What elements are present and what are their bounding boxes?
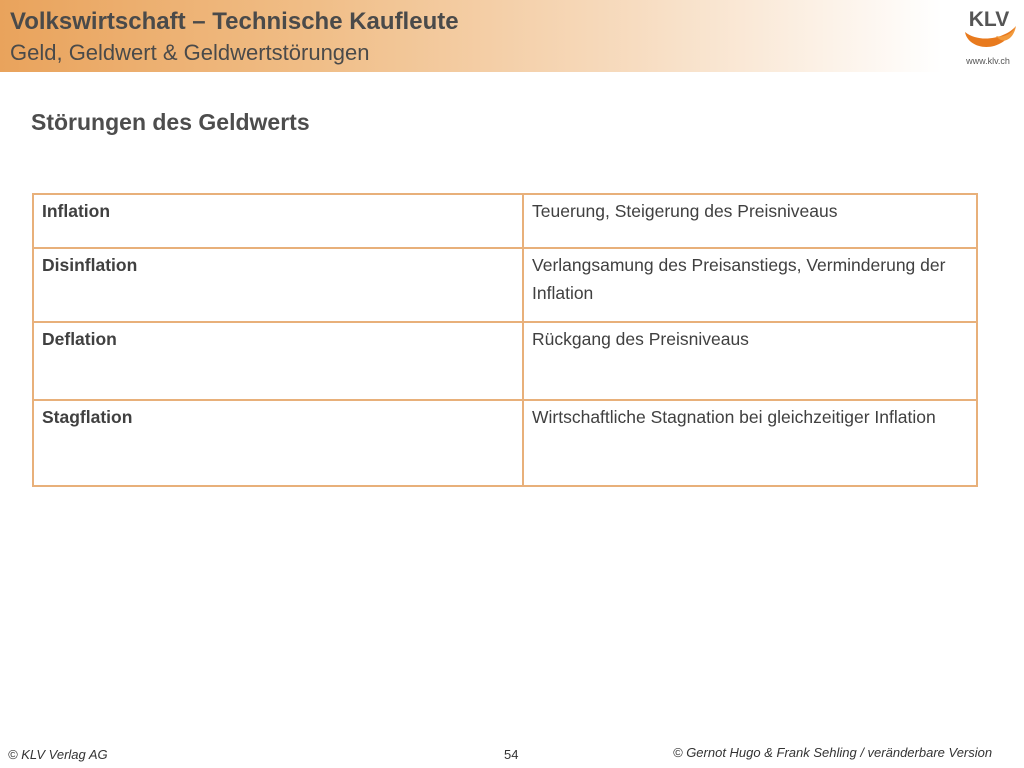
definition-cell: Rückgang des Preisniveaus (523, 322, 977, 400)
table-row (33, 400, 977, 486)
footer-copyright-authors: © Gernot Hugo & Frank Sehling / veränderbare Version (673, 745, 993, 760)
definition-cell: Wirtschaftliche Stagnation bei gleichzeitiger Inflation (523, 400, 977, 486)
footer-copyright-publisher: © KLV Verlag AG (8, 747, 108, 762)
logo-text: KLV (968, 8, 1010, 31)
table-row (33, 248, 977, 322)
term-cell: Inflation (33, 194, 523, 248)
term-cell: Disinflation (33, 248, 523, 322)
logo-website: www.klv.ch (966, 56, 1010, 66)
section-title: Störungen des Geldwerts (31, 109, 310, 135)
header-subtitle: Geld, Geldwert & Geldwertstörungen (10, 40, 370, 65)
definition-cell: Verlangsamung des Preisanstiegs, Verminderung der Inflation (523, 248, 977, 322)
table-row (33, 322, 977, 400)
term-cell: Stagflation (33, 400, 523, 486)
table-row (33, 194, 977, 248)
terms-table (32, 193, 978, 487)
klv-logo-icon (956, 2, 1020, 56)
klv-logo (956, 2, 1020, 70)
page-number: 54 (504, 747, 519, 762)
slide-header (0, 0, 1024, 72)
term-cell: Deflation (33, 322, 523, 400)
header-title: Volkswirtschaft – Technische Kaufleute (10, 8, 459, 35)
definition-cell: Teuerung, Steigerung des Preisniveaus (523, 194, 977, 248)
